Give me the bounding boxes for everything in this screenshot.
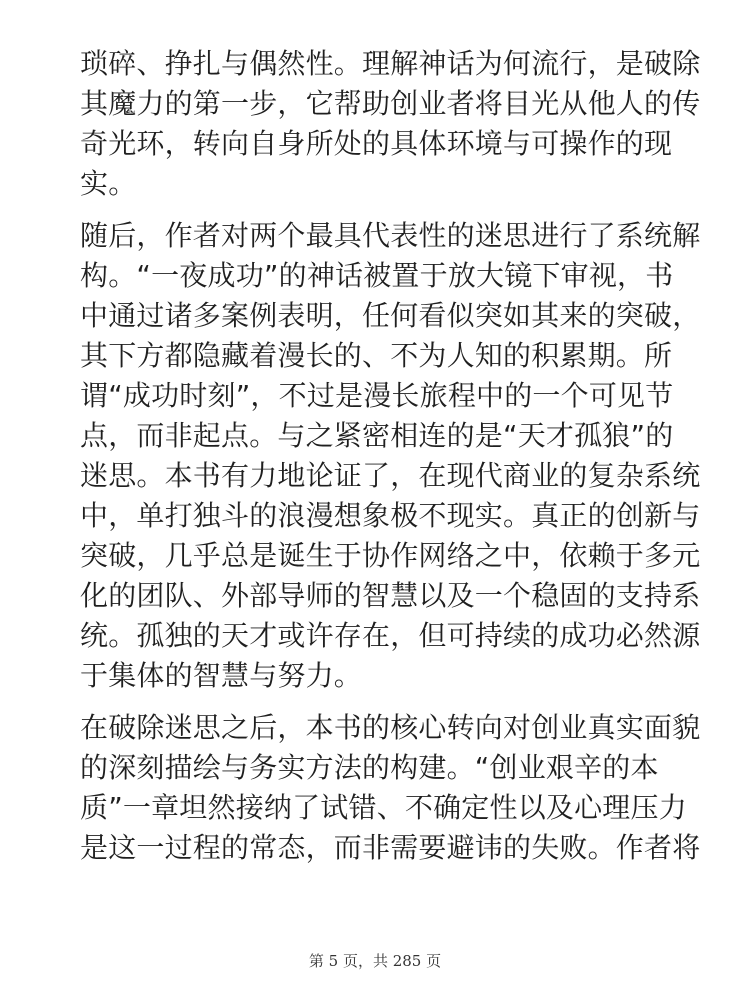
text-line: 琐碎、挣扎与偶然性。理解神话为何流行，是破除: [80, 47, 701, 80]
text-line: 其魔力的第一步，它帮助创业者将目光从他人的传: [80, 87, 701, 120]
text-line: 突破，几乎总是诞生于协作网络之中，依赖于多元: [80, 539, 701, 572]
page-number-footer: 第 5 页，共 285 页: [308, 952, 442, 970]
text-line: 中通过诸多案例表明，任何看似突如其来的突破，: [80, 299, 701, 332]
text-line: 在破除迷思之后，本书的核心转向对创业真实面貌: [80, 711, 701, 744]
text-line: 中，单打独斗的浪漫想象极不现实。真正的创新与: [80, 499, 701, 532]
paragraph-1: [80, 44, 701, 204]
text-line: 化的团队、外部导师的智慧以及一个稳固的支持系: [80, 579, 701, 612]
text-line: 谓“成功时刻”，不过是漫长旅程中的一个可见节: [80, 379, 674, 412]
text-line: 随后，作者对两个最具代表性的迷思进行了系统解: [80, 219, 701, 252]
text-line: 其下方都隐藏着漫长的、不为人知的积累期。所: [80, 339, 673, 372]
text-line: 统。孤独的天才或许存在，但可持续的成功必然源: [80, 619, 701, 652]
text-line: 于集体的智慧与努力。: [80, 659, 363, 692]
text-line: 质”一章坦然接纳了试错、不确定性以及心理压力: [80, 791, 687, 824]
text-line: 构。“一夜成功”的神话被置于放大镜下审视，书: [80, 259, 674, 292]
text-line: 是这一过程的常态，而非需要避讳的失败。作者将: [80, 831, 701, 864]
text-line: 的深刻描绘与务实方法的构建。“创业艰辛的本: [80, 751, 659, 784]
text-line: 点，而非起点。与之紧密相连的是“天才孤狼”的: [80, 419, 674, 452]
text-line: 实。: [80, 167, 137, 200]
text-line: 奇光环，转向自身所处的具体环境与可操作的现: [80, 127, 673, 160]
text-line: 迷思。本书有力地论证了，在现代商业的复杂系统: [80, 459, 701, 492]
document-body: [80, 44, 701, 880]
paragraph-2: [80, 216, 701, 696]
paragraph-3: [80, 708, 701, 868]
